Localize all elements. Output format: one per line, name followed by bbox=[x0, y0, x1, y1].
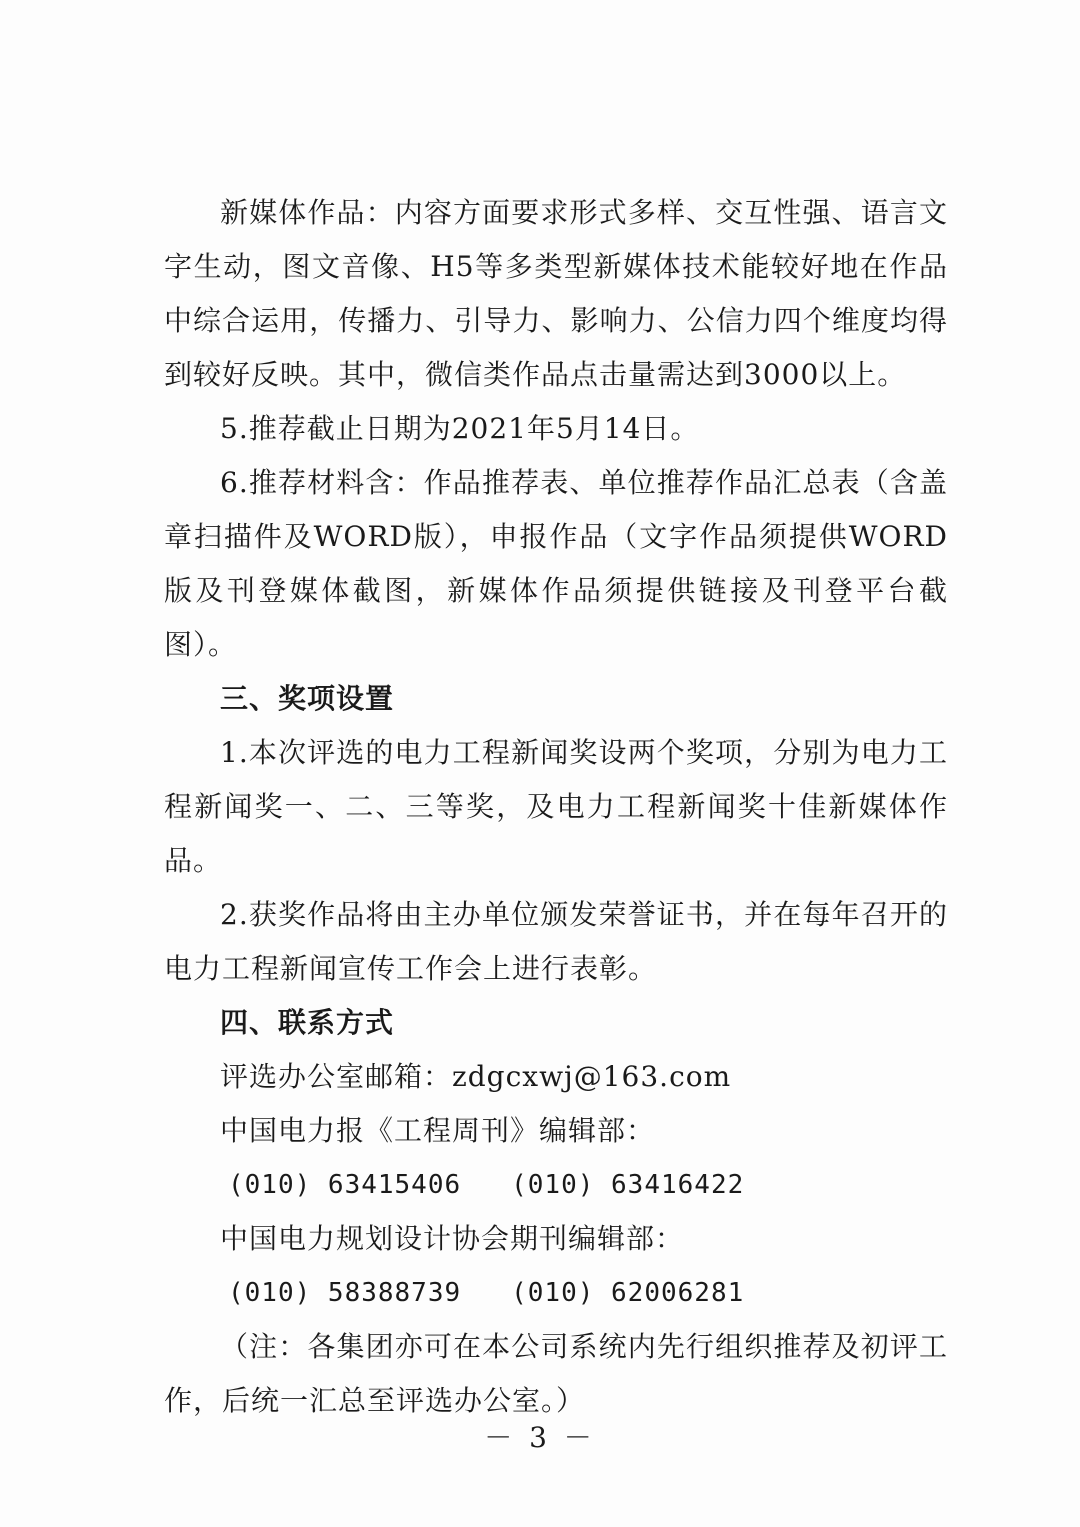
document-body bbox=[164, 186, 948, 1428]
awards-item-2: 2.获奖作品将由主办单位颁发荣誉证书，并在每年召开的电力工程新闻宣传工作会上进行表彰。 bbox=[164, 898, 948, 985]
contact-dept-2: 中国电力规划设计协会期刊编辑部： bbox=[220, 1222, 685, 1255]
contact-dept-1: 中国电力报《工程周刊》编辑部： bbox=[220, 1114, 656, 1147]
contact-email-line: 评选办公室邮箱：zdgcxwj@163.com bbox=[220, 1060, 732, 1093]
section-heading-awards: 三、奖项设置 bbox=[220, 682, 395, 715]
new-media-criteria-paragraph: 新媒体作品：内容方面要求形式多样、交互性强、语言文字生动，图文音像、H5等多类型新媒体技术能较好地在作品中综合运用，传播力、引导力、影响力、公信力四个维度均得到较好反映。其中，微信类作品点击量需达到3000以上。 bbox=[164, 196, 948, 391]
section-heading-contact: 四、联系方式 bbox=[220, 1006, 395, 1039]
deadline-paragraph: 5.推荐截止日期为2021年5月14日。 bbox=[220, 412, 700, 445]
materials-paragraph: 6.推荐材料含：作品推荐表、单位推荐作品汇总表（含盖章扫描件及WORD版），申报作品（文字作品须提供WORD版及刊登媒体截图，新媒体作品须提供链接及刊登平台截图）。 bbox=[164, 466, 948, 661]
contact-dept-1-phones: (010) 63415406 (010) 63416422 bbox=[228, 1170, 745, 1200]
note-paragraph: （注：各集团亦可在本公司系统内先行组织推荐及初评工作，后统一汇总至评选办公室。） bbox=[164, 1330, 948, 1417]
contact-dept-2-phones: (010) 58388739 (010) 62006281 bbox=[228, 1278, 745, 1308]
awards-item-1: 1.本次评选的电力工程新闻奖设两个奖项，分别为电力工程新闻奖一、二、三等奖，及电力工程新闻奖十佳新媒体作品。 bbox=[164, 736, 948, 877]
page-number: － 3 － bbox=[484, 1421, 596, 1454]
